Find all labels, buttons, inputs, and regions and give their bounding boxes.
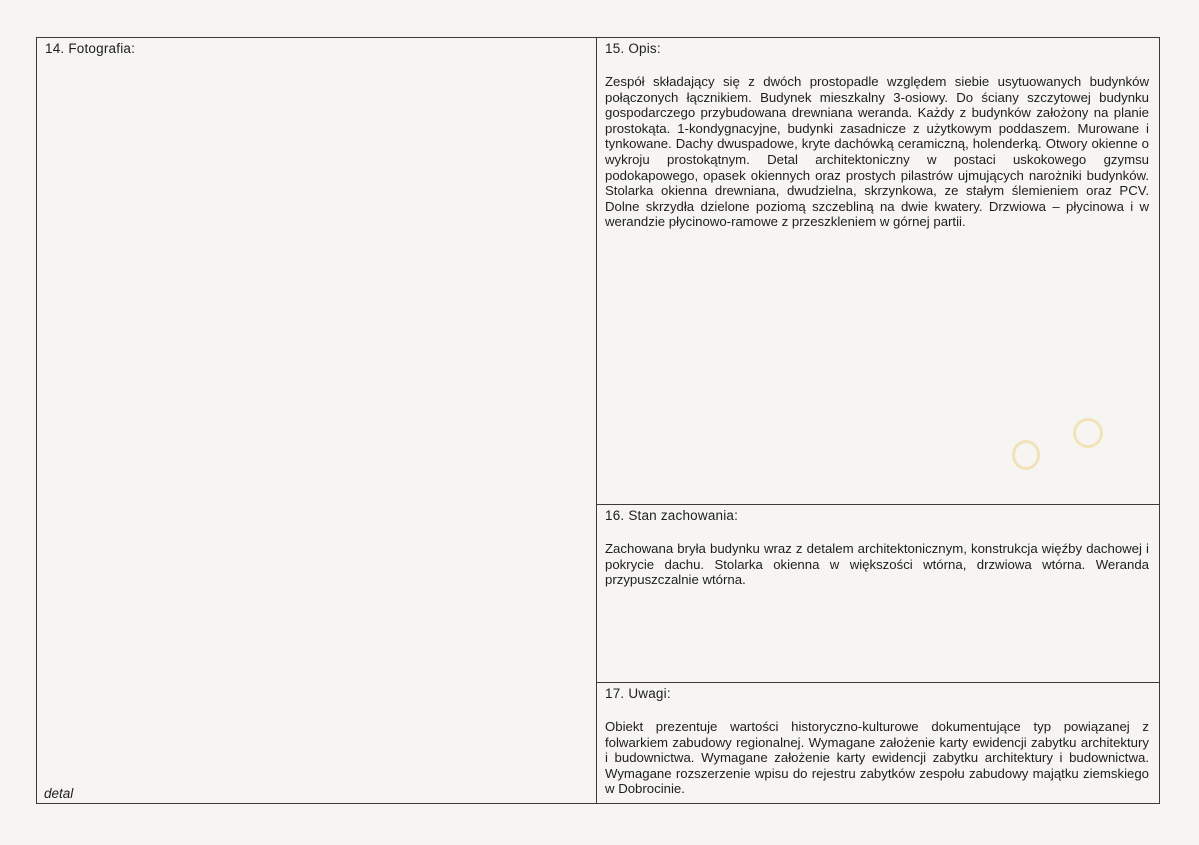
description-text: Zespół składający się z dwóch prostopadle względem siebie usytuowanych budynków połączonych łącznikiem. Budynek mieszkalny 3-osiowy. Do ściany szczytowej budynku gospodarczego przybudowana drewniana weranda. Każdy z budynków założony na planie prostokąta. 1-kondygnacyjne, budynki zasadnicze z użytkowym poddaszem. Murowane i tynkowane. Dachy dwuspadowe, kryte dachówką ceramiczną, holenderką. Otwory okienne o wykroju prostokątnym. Detal architektoniczny w postaci uskokowego gzymsu podokapowego, opasek okiennych oraz prostych pilastrów ujmujących narożniki budynków. Stolarka okienna drewniana, dwudzielna, skrzynkowa, ze stałym ślemieniem oraz PCV. Dolne skrzydła dzielone poziomą szczebliną na dwie kwatery. Drzwiowa – płycinowa i w werandzie płycinowo-ramowe z przeszkleniem w górnej partii. <box>605 74 1149 230</box>
condition-heading: 16. Stan zachowania: <box>605 508 739 523</box>
description-heading: 15. Opis: <box>605 41 661 56</box>
description-cell <box>597 38 1159 505</box>
right-column <box>597 38 1159 803</box>
photo-heading: 14. Fotografia: <box>45 41 136 56</box>
condition-text: Zachowana bryła budynku wraz z detalem architektonicznym, konstrukcja więźby dachowej i pokrycie dachu. Stolarka okienna w większości wtórna, drzwiowa wtórna. Weranda przypuszczalnie wtórna. <box>605 541 1149 588</box>
condition-cell <box>597 505 1159 683</box>
photo-cell <box>37 38 597 803</box>
remarks-heading: 17. Uwagi: <box>605 686 671 701</box>
remarks-cell <box>597 683 1159 803</box>
remarks-text: Obiekt prezentuje wartości historyczno-kulturowe dokumentujące typ powiązanej z folwarkiem zabudowy regionalnej. Wymagane założenie karty ewidencji zabytku architektury i budownictwa. Wymagane założenie karty ewidencji zabytku architektury i budownictwa. Wymagane rozszerzenie wpisu do rejestru zabytków zespołu zabudowy majątku ziemskiego w Dobrocinie. <box>605 719 1149 797</box>
photo-caption: detal <box>44 786 74 801</box>
form-table <box>36 37 1160 804</box>
